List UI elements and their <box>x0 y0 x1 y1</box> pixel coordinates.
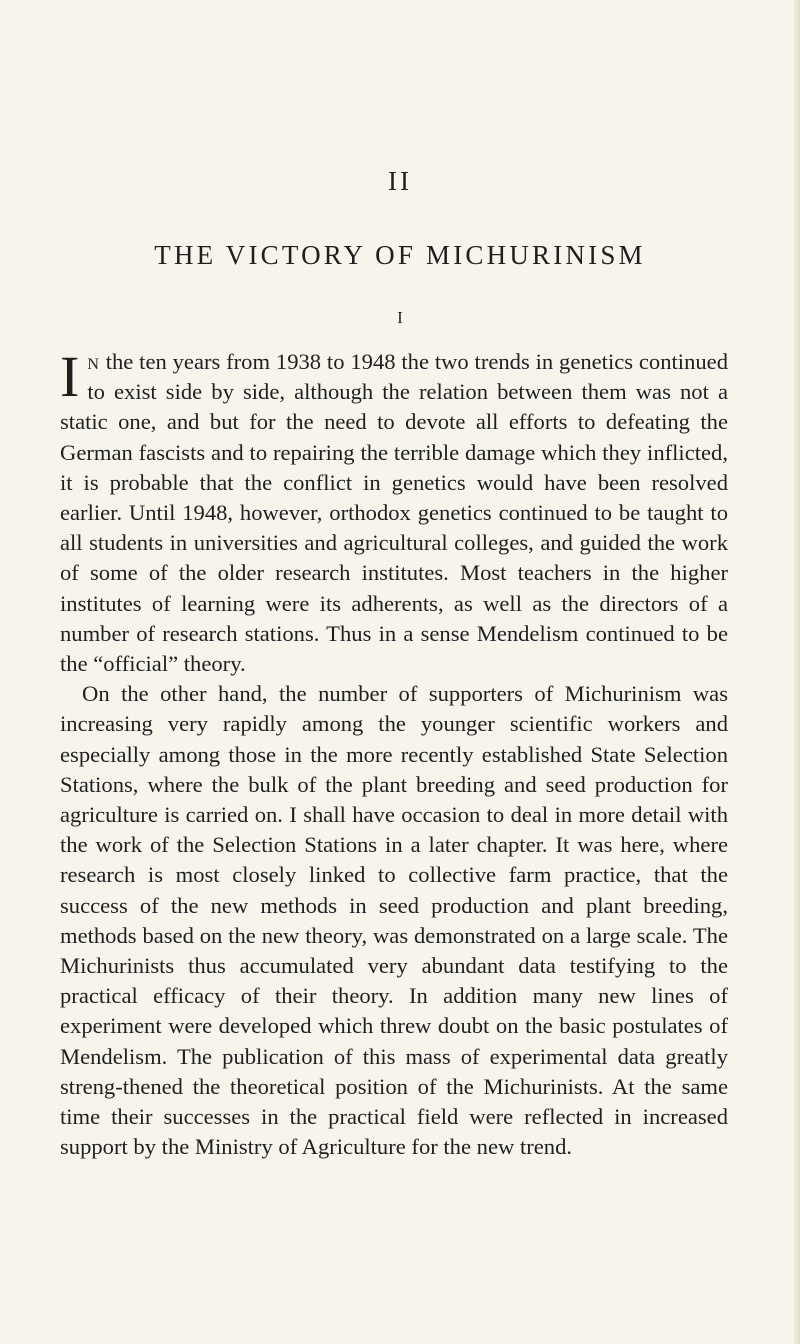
paragraph-1-text: the ten years from 1938 to 1948 the two trends in genetics continued to exist side by side, although the relation between them was not a static one, and but for the need to devote all efforts to defeating the German fascists and to repairing the terrible damage which they inflicted, it is probable that the conflict in genetics would have been resolved earlier. Until 1948, however, orthodox genetics continued to be taught to all students in universities and agricultural colleges, and guided the work of some of the older research institutes. Most teachers in the higher institutes of learning were its adherents, as well as the directors of a number of research stations. Thus in a sense Mendelism continued to be the “official” theory. <box>60 349 728 677</box>
drop-cap: I <box>60 344 80 409</box>
lead-small-caps: n <box>87 349 100 374</box>
chapter-number: II <box>388 166 412 196</box>
paragraph-1 <box>60 344 728 679</box>
page-edge-shadow <box>794 0 800 1344</box>
body-text <box>60 344 728 1162</box>
paragraph-2: On the other hand, the number of supporters of Michurinism was increasing very rapidly among the younger scientific workers and especially among those in the more recently established State Selection Stations, where the bulk of the plant breeding and seed production for agriculture is carried on. I shall have occasion to deal in more detail with the work of the Selection Stations in a later chapter. It was here, where research is most closely linked to collective farm practice, that the success of the new methods in seed production and plant breeding, methods based on the new theory, was demonstrated on a large scale. The Michurinists thus accumulated very abundant data testifying to the practical efficacy of their theory. In addition many new lines of experiment were developed which threw doubt on the basic postulates of Mendelism. The publication of this mass of experimental data greatly streng-thened the theoretical position of the Michurinists. At the same time their successes in the practical field were reflected in increased support by the Ministry of Agriculture for the new trend. <box>60 681 728 1160</box>
section-number: I <box>397 308 403 327</box>
chapter-title: THE VICTORY OF MICHURINISM <box>154 240 646 270</box>
